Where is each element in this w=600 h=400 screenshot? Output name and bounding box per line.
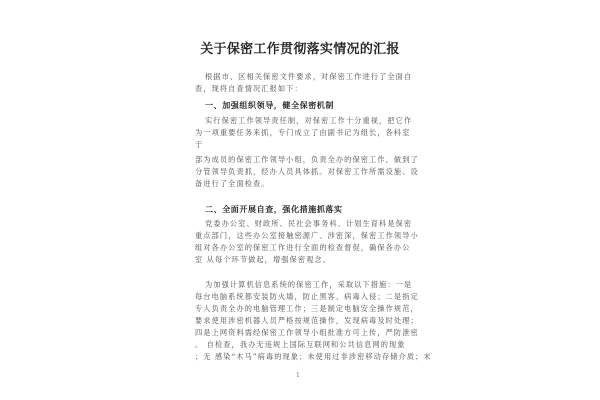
page-number: 1: [296, 372, 300, 379]
body-line: 于: [195, 140, 204, 149]
body-line: 四是上网资料需经保密工作领导小组批准方可上传，严防泄密: [195, 328, 419, 337]
body-line: 部为成员的保密工作领导小组，负责全办的保密工作，做到了: [195, 155, 419, 164]
body-line: 为加强计算机信息系统的保密工作，采取以下措施：一是: [205, 280, 413, 289]
body-line: 室 从每个环节做起，增强保密观念。: [195, 255, 331, 264]
body-line: 根据市、区相关保密文件要求，对保密工作进行了全面自: [205, 72, 413, 81]
body-line: 要求使用涉密机器人员严格按规范操作，发现病毒及时处理；: [195, 316, 419, 325]
body-line: 查，现将自查情况汇报如下：: [195, 84, 303, 93]
document-title: 关于保密工作贯彻落实情况的汇报: [200, 42, 400, 57]
body-line: 党委办公室、财政所、民社会事务科、计划生育科是保密: [205, 219, 413, 228]
body-line: 实行保密工作领导责任制，对保密工作十分重视，把它作: [205, 116, 413, 125]
body-line: 重点部门，这些办公室接触密源广、涉密深，保密工作领导小: [195, 231, 419, 240]
body-line: 。 自检查，我办无违规上国际互联网和公共信息网的现象: [195, 340, 406, 349]
section-heading-2: 二、全面开展自查，强化措施抓落实: [205, 204, 343, 214]
body-line: 为一项重要任务来抓，专门成立了由副书记为组长，各科室: [195, 128, 411, 137]
body-line: 专人负责全办的电脑管理工作；三是制定电脑安全操作规范，: [195, 304, 419, 313]
section-heading-1: 一、加强组织领导，健全保密机制: [205, 100, 334, 110]
body-line: 每台电脑系统都安装防火墙，防止黑客、病毒入侵；二是指定: [195, 292, 419, 301]
body-line: 组对各办公室的保密工作进行全面的检查督促，确保各办公: [195, 243, 411, 252]
body-line: 分管领导负责抓，经办人员具体抓。对保密工作所需设施、设: [195, 167, 419, 176]
body-line: 备进行了全面检查。: [195, 179, 270, 188]
body-line: ；无 感染“木马”病毒的现象；未使用过非涉密移动存储介质；未: [195, 352, 432, 361]
